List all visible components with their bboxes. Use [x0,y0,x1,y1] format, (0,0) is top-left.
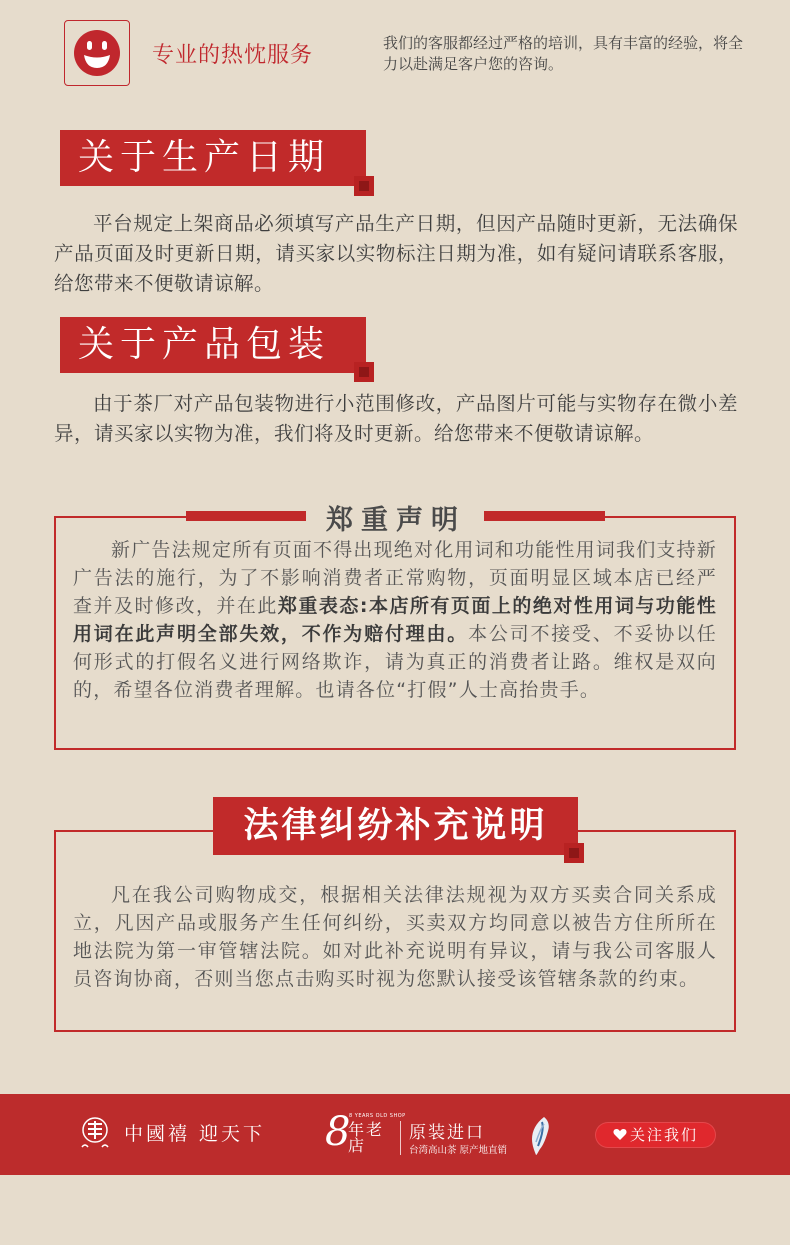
heart-icon [613,1128,627,1141]
follow-us-label: 关注我们 [629,1126,698,1144]
seal-logo-icon [76,1116,114,1152]
legal-text: 凡在我公司购物成交，根据相关法律法规视为双方买卖合同关系成立，凡因产品或服务产生任何纠纷，买卖双方均同意以被告方住所所在地法院为第一审管辖法院。如对此补充说明有异议，请与我公司客服人员咨询协商，否则当您点击购买时视为您默认接受该管辖条款的约束。 [73,884,717,990]
declaration-text-part1: 新广告法规定所有页面不得出现绝对化用词和功能性用词我们支持新广告法的施行，为了不影响消费者正常购物，页面明显区域本店已经严查并及时修改，并在此 [73,539,718,617]
banner-corner-square [354,176,374,196]
footer-divider [400,1121,401,1155]
shop-age-label: 年老店 [348,1120,385,1155]
banner-corner-square [354,362,374,382]
smiley-icon [74,30,120,76]
production-date-text: 平台规定上架商品必须填写产品生产日期，但因产品随时更新，无法确保产品页面及时更新日期，请买家以实物标注日期为准，如有疑问请联系客服，给您带来不便敬请谅解。 [54,212,738,295]
declaration-text-part2: 本公司不接受、不妥协以任何形式的打假名义进行网络欺诈，请为真正的消费者让路。维权是双向的，希望各位消费者理解。也请各位“打假”人士高抬贵手。 [73,623,717,701]
packaging-text: 由于茶厂对产品包装物进行小范围修改，产品图片可能与实物存在微小差异，请买家以实物为准，我们将及时更新。给您带来不便敬请谅解。 [54,392,738,445]
declaration-title: 郑重声明 [326,505,466,536]
taiwan-map-icon [528,1116,552,1156]
packaging-title: 关于产品包装 [60,317,366,373]
production-date-title: 关于生产日期 [60,130,366,186]
footer-bar [0,1094,790,1175]
declaration-text [73,536,717,704]
service-description: 我们的客服都经过严格的培训，具有丰富的经验，将全力以赴满足客户您的咨询。 [383,34,744,73]
original-import-subtitle: 台湾高山茶 原产地直销 [409,1145,508,1156]
declaration-text-bold: 郑重表态:本店所有页面上的绝对性用词与功能性用词在此声明全部失效，不作为赔付理由。 [73,595,717,645]
footer-slogan: 中國禧 迎天下 [124,1123,266,1145]
declaration-left-bar [186,511,306,521]
original-import-title: 原装进口 [409,1123,485,1143]
years-label: 8 YEARS OLD SHOP [349,1113,406,1119]
banner-corner-square [564,843,584,863]
declaration-right-bar [484,511,605,521]
eight-years-numeral: 8 [325,1109,351,1155]
follow-us-button[interactable] [595,1122,716,1148]
legal-title: 法律纠纷补充说明 [213,797,578,855]
service-icon-box [64,20,130,86]
service-title: 专业的热忱服务 [152,43,314,68]
